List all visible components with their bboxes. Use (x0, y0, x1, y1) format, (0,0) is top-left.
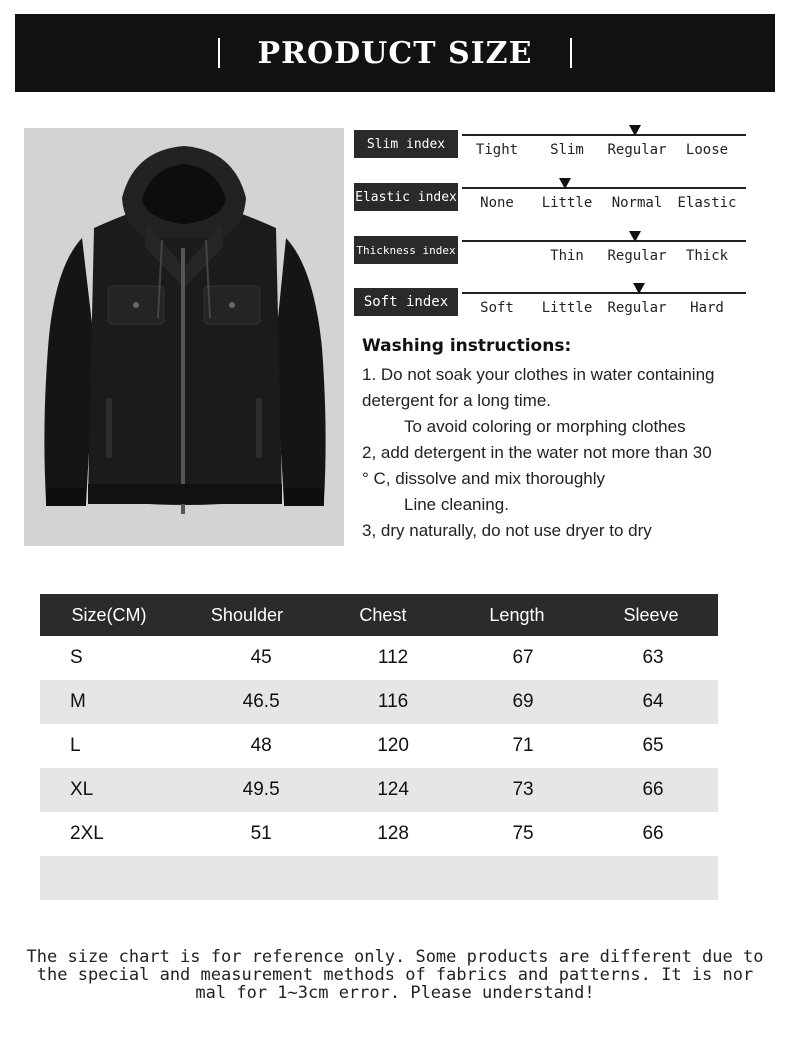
washing-line: Line cleaning. (404, 495, 509, 514)
shoulder-cell: 49.5 (242, 779, 280, 800)
size-cell: 2XL (70, 823, 104, 844)
chest-cell: 124 (377, 779, 409, 800)
column-header: Size(CM) (71, 604, 147, 625)
washing-line: 2, add detergent in the water not more than 30 (362, 443, 712, 462)
slim-option: Regular (607, 142, 667, 158)
product-photo (24, 128, 344, 546)
washing-instructions (362, 336, 772, 544)
chest-cell: 120 (377, 735, 409, 756)
shoulder-cell: 45 (250, 647, 272, 668)
washing-line: detergent for a long time. (362, 391, 552, 410)
slim-option: Tight (475, 142, 519, 158)
elastic-index-scale (462, 187, 746, 189)
soft-index-marker-icon (633, 283, 645, 294)
table-row (40, 812, 718, 856)
sleeve-cell: 63 (642, 647, 664, 668)
size-disclaimer (14, 948, 776, 1002)
length-cell: 73 (512, 779, 534, 800)
table-header-row (40, 594, 718, 636)
column-header: Sleeve (623, 604, 679, 625)
length-cell: 75 (512, 823, 534, 844)
chest-cell: 128 (377, 823, 409, 844)
table-row (40, 636, 718, 680)
disclaimer-line: the special and measurement methods of fabrics and patterns. It is nor (36, 965, 754, 985)
size-cell: XL (70, 779, 94, 800)
thickness-index-label: Thickness index (354, 236, 458, 264)
column-header: Shoulder (210, 604, 283, 625)
sleeve-cell: 64 (642, 691, 664, 712)
thickness-index-row (354, 236, 746, 276)
elastic-option: Little (541, 195, 593, 211)
length-cell: 69 (512, 691, 534, 712)
shoulder-cell: 48 (250, 735, 272, 756)
slim-option: Loose (685, 142, 729, 158)
thickness-option: Thick (685, 248, 729, 264)
elastic-option: None (480, 195, 514, 211)
soft-option: Hard (690, 300, 724, 316)
thickness-index-scale (462, 240, 746, 242)
banner-divider-left (218, 38, 220, 68)
elastic-index-label: Elastic index (354, 183, 458, 211)
washing-line: To avoid coloring or morphing clothes (404, 417, 686, 436)
table-row (40, 768, 718, 812)
washing-heading: Washing instructions: (362, 336, 572, 356)
sleeve-cell: 66 (642, 823, 664, 844)
elastic-option: Normal (611, 195, 663, 211)
washing-line: 1. Do not soak your clothes in water containing (362, 365, 715, 384)
sleeve-cell: 66 (642, 779, 664, 800)
column-header: Length (489, 604, 545, 625)
soft-option: Little (541, 300, 593, 316)
thickness-index-marker-icon (629, 231, 641, 242)
thickness-option: Regular (607, 248, 667, 264)
jacket-image (24, 128, 344, 546)
soft-option: Regular (607, 300, 667, 316)
washing-line: 3, dry naturally, do not use dryer to dry (362, 521, 652, 540)
elastic-option: Elastic (677, 195, 737, 211)
sleeve-cell: 65 (642, 735, 664, 756)
slim-option: Slim (550, 142, 584, 158)
table-row (40, 680, 718, 724)
washing-line: ° C, dissolve and mix thoroughly (362, 469, 606, 488)
slim-index-label: Slim index (354, 130, 458, 158)
header-banner (15, 14, 775, 92)
table-row (40, 724, 718, 768)
column-header: Chest (359, 604, 407, 625)
page-title: PRODUCT SIZE (257, 35, 533, 71)
thickness-option: Thin (550, 248, 584, 264)
banner-divider-right (570, 38, 572, 68)
soft-index-row (354, 288, 746, 328)
shoulder-cell: 51 (250, 823, 272, 844)
slim-index-scale (462, 134, 746, 136)
chest-cell: 112 (377, 647, 409, 668)
size-cell: S (70, 647, 83, 668)
size-cell: L (70, 735, 81, 756)
slim-index-row (354, 130, 746, 170)
length-cell: 71 (512, 735, 534, 756)
elastic-index-row (354, 183, 746, 223)
chest-cell: 116 (377, 691, 409, 712)
soft-index-scale (462, 292, 746, 294)
shoulder-cell: 46.5 (242, 691, 280, 712)
elastic-index-marker-icon (559, 178, 571, 189)
size-cell: M (70, 691, 86, 712)
soft-index-label: Soft index (354, 288, 458, 316)
size-table (40, 594, 718, 900)
soft-option: Soft (480, 300, 514, 316)
slim-index-marker-icon (629, 125, 641, 136)
table-row (40, 856, 718, 900)
disclaimer-line: mal for 1~3cm error. Please understand! (195, 983, 595, 1003)
length-cell: 67 (512, 647, 534, 668)
disclaimer-line: The size chart is for reference only. Some products are different due to (26, 947, 764, 967)
